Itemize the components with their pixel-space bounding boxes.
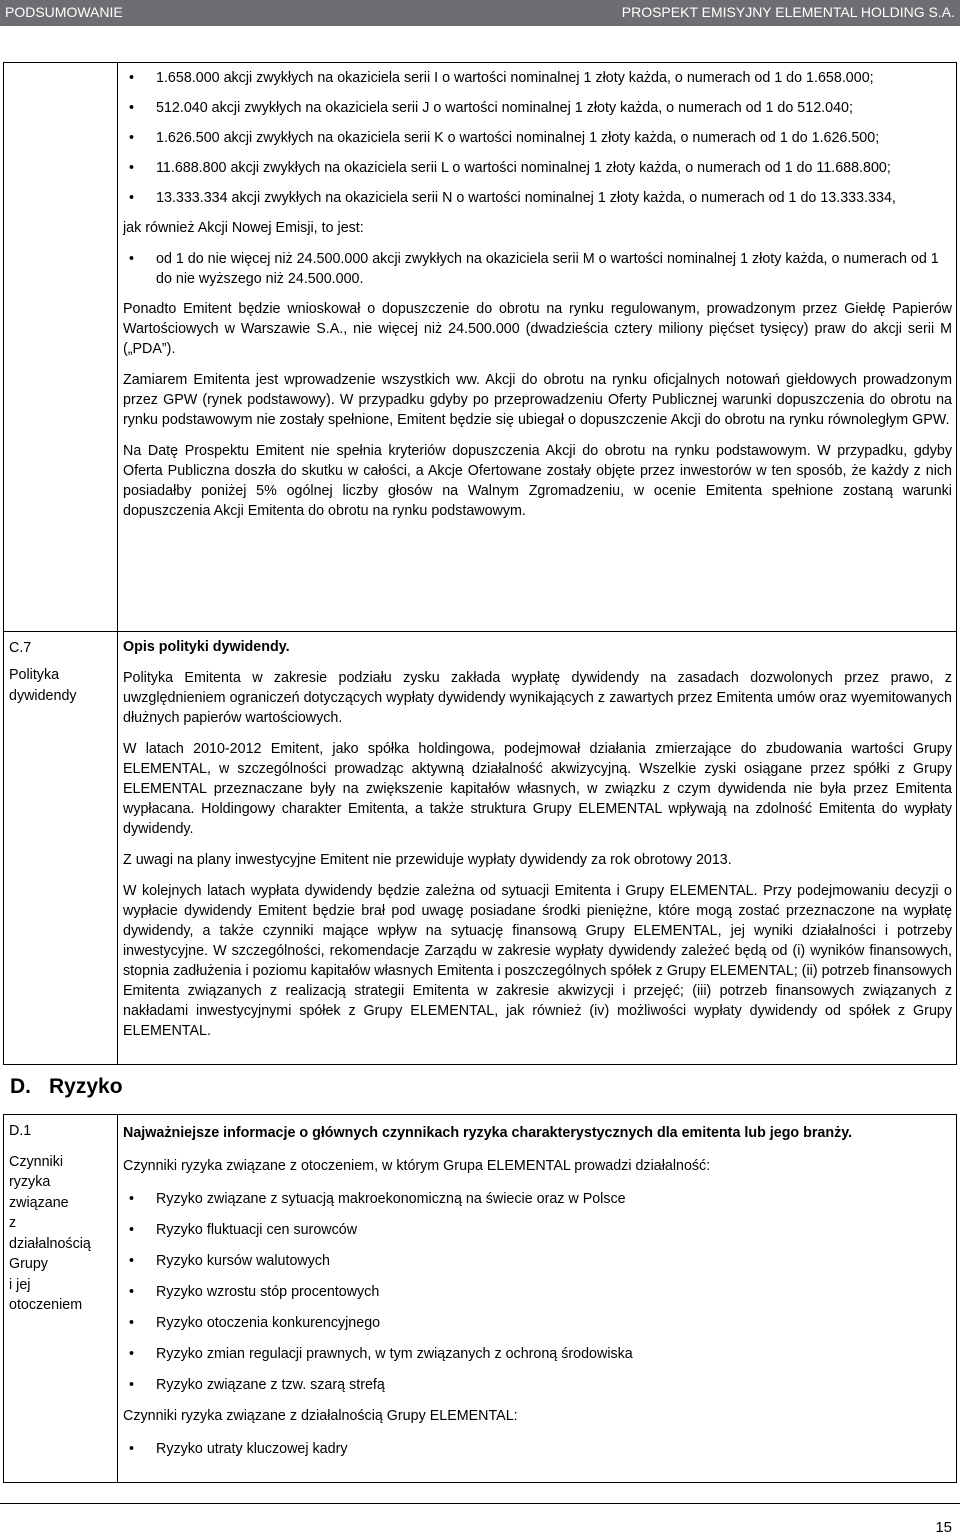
c7-label: Polityka dywidendy	[9, 667, 77, 704]
list-item: • 13.333.334 akcji zwykłych na okaziciela serii N o wartości nominalnej 1 złoty każda, o numerach od 1 do 13.333.334,	[123, 188, 952, 208]
list-item: • Ryzyko otoczenia konkurencyjnego	[123, 1313, 952, 1333]
list-item: • Ryzyko zmian regulacji prawnych, w tym związanych z ochroną środowiska	[123, 1344, 952, 1364]
d1-code: D.1	[9, 1123, 32, 1139]
header-right: PROSPEKT EMISYJNY ELEMENTAL HOLDING S.A.	[621, 4, 955, 20]
d1-label-line: ryzyka	[9, 1174, 51, 1190]
risk-list-2	[123, 1439, 952, 1459]
list-item: • Ryzyko wzrostu stóp procentowych	[123, 1282, 952, 1302]
d1-label-line: działalnością	[9, 1235, 91, 1252]
list-item: • 11.688.800 akcji zwykłych na okaziciela serii L o wartości nominalnej 1 złoty każda, o numerach od 1 do 11.688.800;	[123, 158, 952, 178]
paragraph: Polityka Emitenta w zakresie podziału zysku zakłada wypłatę dywidendy na zasadach dozwolonych przez prawo, z uwzględnieniem ograniczeń dotyczących wypłaty dywidendy wynikających z zawartych przez Emitenta umów oraz wyemitowanych dłużnych papierów wartościowych.	[123, 670, 952, 726]
new-issue-list	[123, 249, 952, 289]
section-d-title: Ryzyko	[49, 1075, 123, 1098]
d1-content-cell	[118, 1115, 957, 1483]
paragraph: Ponadto Emitent będzie wnioskował o dopuszczenie do obrotu na rynku regulowanym, prowadzonym przez Giełdę Papierów Wartościowych w Warszawie S.A., nie więcej niż 24.500.000 (dwadzieścia cztery miliony pięćset tysięcy) praw do akcji serii M („PDA”).	[123, 301, 952, 357]
list-item: • 1.626.500 akcji zwykłych na okaziciela serii K o wartości nominalnej 1 złoty każda, o numerach od 1 do 1.626.500;	[123, 128, 952, 148]
section-d-table	[3, 1114, 957, 1483]
c-cont-content-cell	[118, 63, 957, 632]
header-left: PODSUMOWANIE	[5, 4, 123, 20]
list-item: • Ryzyko fluktuacji cen surowców	[123, 1220, 952, 1240]
d1-label-cell	[4, 1115, 118, 1483]
d1-label-line: Czynniki	[9, 1153, 64, 1170]
paragraph: Na Datę Prospektu Emitent nie spełnia kryteriów dopuszczenia Akcji do obrotu na rynku podstawowym. W przypadku, gdyby Oferta Publiczna doszła do skutku w całości, a Akcje Ofertowane zostały objęte przez inwestorów w ten sposób, że każdy z nich posiadałby poniżej 5% ogólnej liczby głosów na Walnym Zgromadzeniu, w ocenie Emitenta spełnione zostaną warunki dopuszczenia Akcji Emitenta do obrotu na rynku podstawowym.	[123, 443, 952, 519]
c7-label-cell	[4, 632, 118, 1065]
also-text: jak również Akcji Nowej Emisji, to jest:	[123, 220, 364, 236]
d1-intro: Czynniki ryzyka związane z otoczeniem, w którym Grupa ELEMENTAL prowadzi działalność:	[123, 1158, 711, 1174]
d1-label-line: Grupy	[9, 1256, 48, 1272]
d1-title: Najważniejsze informacje o głównych czynnikach ryzyka charakterystycznych dla emitenta lub jego branży.	[123, 1125, 853, 1141]
d1-label-line: i jej	[9, 1276, 31, 1293]
paragraph: W kolejnych latach wypłata dywidendy będzie zależna od sytuacji Emitenta i Grupy ELEMENTAL. Przy podejmowaniu decyzji o wypłacie dywidendy Emitent będzie brał pod uwagę posiadane środki pieniężne, które mogą zostać przeznaczone na wypłatę dywidendy, a także czynniki mające wpływ na sytuację finansową Grupy ELEMENTAL, jej wyniki działalności i potrzeby inwestycyjne. W szczególności, rekomendacje Zarządu w zakresie wypłaty dywidendy zależeć będą od (i) wyników finansowych, stopnia zadłużenia i poziomu kapitałów własnych Emitenta i poszczególnych spółek z Grupy ELEMENTAL; (ii) potrzeb finansowych Emitenta związanych z realizacją strategii Emitenta w zakresie akwizycji i przejęć; (iii) potrzeb finansowych związanych z nakładami inwestycyjnymi spółek z Grupy ELEMENTAL, jak również (iv) możliwości wypłaty dywidendy od spółek z Grupy ELEMENTAL.	[123, 883, 952, 1039]
section-c-table	[3, 62, 957, 1065]
c7-content-cell	[118, 632, 957, 1065]
page-number: 15	[935, 1519, 952, 1536]
c-cont-label-cell	[4, 63, 118, 632]
page-header	[0, 0, 960, 26]
c7-code: C.7	[9, 640, 32, 656]
list-item: • Ryzyko kursów walutowych	[123, 1251, 952, 1271]
footer-rule	[0, 1503, 960, 1504]
list-item: • 1.658.000 akcji zwykłych na okaziciela serii I o wartości nominalnej 1 złoty każda, o numerach od 1 do 1.658.000;	[123, 68, 952, 88]
list-item: • Ryzyko związane z sytuacją makroekonomiczną na świecie oraz w Polsce	[123, 1189, 952, 1209]
list-item: • 512.040 akcji zwykłych na okaziciela serii J o wartości nominalnej 1 złoty każda, o numerach od 1 do 512.040;	[123, 98, 952, 118]
list-item: • od 1 do nie więcej niż 24.500.000 akcji zwykłych na okaziciela serii M o wartości nominalnej 1 złoty każda, o numerach od 1 do nie wyższego niż 24.500.000.	[123, 249, 952, 289]
section-d-letter: D.	[10, 1075, 31, 1098]
d1-label-line: z	[9, 1215, 17, 1231]
share-series-list	[123, 68, 952, 208]
section-d-heading	[10, 1075, 141, 1099]
paragraph: Zamiarem Emitenta jest wprowadzenie wszystkich ww. Akcji do obrotu na rynku oficjalnych notowań giełdowych prowadzonym przez GPW (rynek podstawowy). W przypadku gdyby po przeprowadzeniu Oferty Publicznej warunki dopuszczenia do obrotu na rynku podstawowym nie zostały spełnione, Emitent będzie się ubiegał o dopuszczenie Akcji do obrotu na rynku równoległym GPW.	[123, 372, 952, 428]
d1-label	[9, 1152, 117, 1316]
d1-label-line: otoczeniem	[9, 1297, 83, 1313]
d1-label-line: związane	[9, 1194, 69, 1211]
paragraph: Z uwagi na plany inwestycyjne Emitent nie przewiduje wypłaty dywidendy za rok obrotowy 2013.	[123, 852, 732, 868]
list-item: • Ryzyko utraty kluczowej kadry	[123, 1439, 952, 1459]
c7-title: Opis polityki dywidendy.	[123, 639, 290, 655]
risk-list	[123, 1189, 952, 1395]
d1-intro2: Czynniki ryzyka związane z działalnością Grupy ELEMENTAL:	[123, 1408, 518, 1424]
paragraph: W latach 2010-2012 Emitent, jako spółka holdingowa, podejmował działania zmierzające do zbudowania wartości Grupy ELEMENTAL, w szczególności prowadząc aktywną działalność akwizycyjną. Wszelkie zyski osiągane przez spółki z Grupy ELEMENTAL przeznaczane były na zwiększenie kapitałów własnych, w związku z czym dywidenda nie była przez Emitenta wypłacana. Holdingowy charakter Emitenta, a także struktura Grupy ELEMENTAL wpływają na zdolność Emitenta do wypłaty dywidendy.	[123, 741, 952, 837]
list-item: • Ryzyko związane z tzw. szarą strefą	[123, 1375, 952, 1395]
